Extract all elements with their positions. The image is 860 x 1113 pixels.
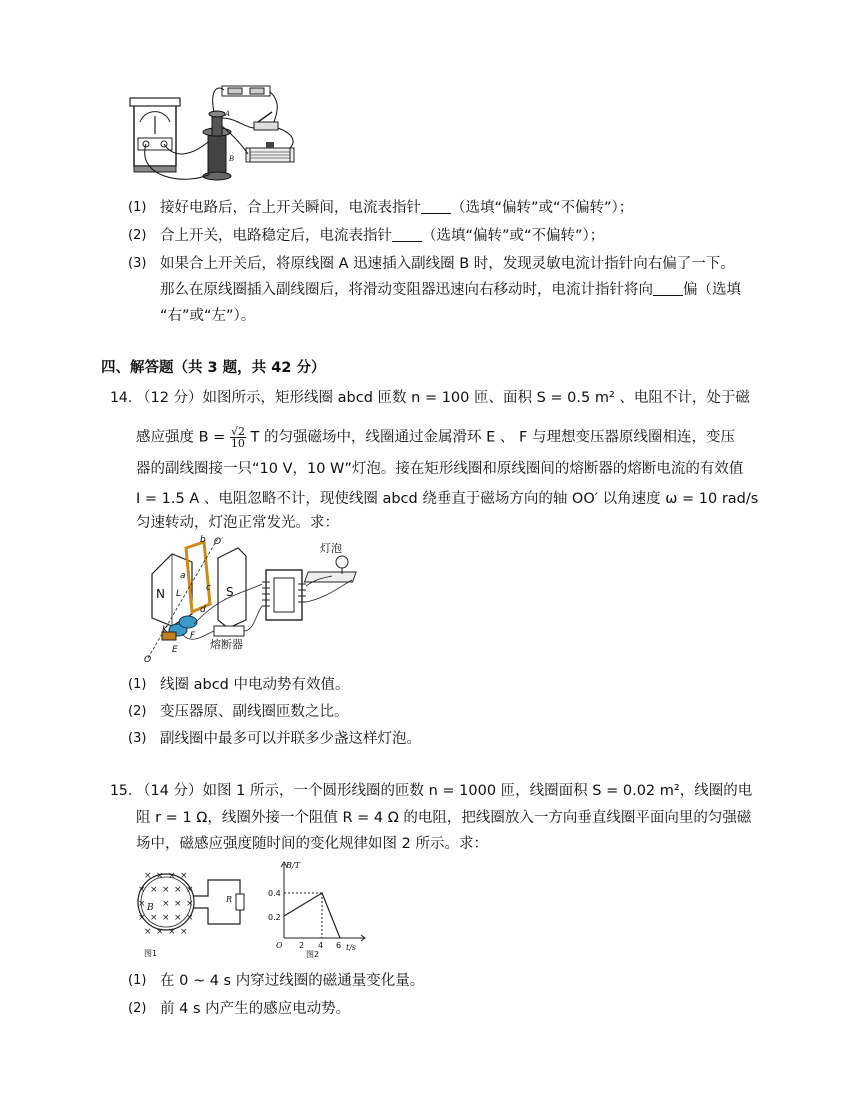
q14-item1-text: 线圈 abcd 中电动势有效值。 [160,677,350,693]
q14-item1-number: (1) [128,677,147,692]
q14-line5: 匀速转动，灯泡正常发光。求： [136,515,339,531]
svg-text:×: × [150,885,158,895]
q13-item3-line1: 如果合上开关后，将原线圈 A 迅速插入副线圈 B 时，发现灵敏电流计指针向右偏了一下。 [160,256,735,272]
q14-number: 14. [110,390,133,406]
q14-line2 [136,426,735,449]
q13-item1-answer-blank[interactable] [421,199,451,214]
q14-fuse-label: 熔断器 [210,638,243,651]
q14-fraction [230,426,246,449]
svg-text:×: × [162,913,170,923]
q15-number: 15. [110,783,133,799]
svg-text:×: × [138,899,146,909]
q15-fig2-ytick-1: 0.2 [268,913,281,922]
q15-item2-text: 前 4 s 内产生的感应电动势。 [160,1001,351,1017]
q15-fig2-xtick-2: 6 [336,941,342,950]
q13-item3-line2-before: 那么在原线圈插入副线圈后，将滑动变阻器迅速向右移动时，电流计指针将向 [160,282,653,298]
q14-line2-a: 感应强度 B = [136,429,226,446]
q15-fig1-caption: 图1 [144,949,158,958]
q15-figure2 [266,858,370,960]
q14-label-l: L [176,589,182,599]
q13-item2-answer-blank[interactable] [392,227,422,242]
svg-text:×: × [186,899,194,909]
q15-fig1-r-label: R [226,895,233,904]
q15-line3: 场中，磁感应强度随时间的变化规律如图 2 所示。求： [136,836,488,852]
q13-item3-line2 [160,280,741,300]
q15-figure1 [130,862,250,960]
q14-label-f: F [190,631,196,641]
q15-fig2-curve [284,893,340,938]
svg-text:×: × [180,927,188,937]
svg-text:×: × [156,871,164,881]
q14-item3-number: (3) [128,731,147,746]
q13-item3-number: (3) [128,256,147,271]
svg-text:×: × [186,885,194,895]
q15-item2-number: (2) [128,1001,147,1016]
svg-text:×: × [168,927,176,937]
svg-text:×: × [150,913,158,923]
q14-label-a: a [180,571,186,581]
q15-fig2-xtick-0: 2 [299,941,305,950]
q13-item2-text-after: （选填“偏转”或“不偏转”）； [422,228,605,244]
q14-line3: 器的副线圈接一只“10 V，10 W”灯泡。接在矩形线圈和原线圈间的熔断器的熔断电流的有效值 [136,461,744,477]
q15-fig2-origin: O [276,941,283,950]
svg-text:×: × [186,913,194,923]
q13-item3-answer-blank[interactable] [653,281,683,296]
q15-fig2-y-axis: B/T [286,861,300,870]
q15-line1: （14 分）如图 1 所示，一个圆形线圈的匝数 n = 1000 匝，线圈面积 S = 0.02 m²，线圈的电 [136,783,753,799]
q13-item1-text [160,198,633,218]
svg-text:×: × [138,885,146,895]
q15-line2: 阻 r = 1 Ω，线圈外接一个阻值 R = 4 Ω 的电阻，把线圈放入一方向垂直线圈平面向里的匀强磁 [136,810,752,826]
q14-label-c: c [206,583,211,593]
q14-label-e: E [172,645,178,655]
q14-item2-text: 变压器原、副线圈匝数之比。 [160,704,349,720]
q13-label-b: B [229,155,235,163]
q14-label-k: K [162,625,168,635]
svg-text:×: × [174,913,182,923]
svg-text:×: × [144,927,152,937]
q15-fig1-b-label: B [147,903,154,913]
svg-text:×: × [180,871,188,881]
q14-fraction-bottom: 10 [230,437,245,450]
q13-item1-text-after: （选填“偏转”或“不偏转”）； [451,200,634,216]
q14-label-n: N [156,587,165,601]
q14-item3-text: 副线圈中最多可以并联多少盏这样灯泡。 [160,731,421,747]
q13-label-a: A [225,110,231,118]
q13-item3-line2-after: 偏（选填 [683,282,741,298]
svg-text:×: × [138,913,146,923]
svg-text:×: × [156,927,164,937]
q13-item2-text [160,226,604,246]
q14-fraction-top: √2 [230,425,245,438]
q13-item2-number: (2) [128,228,147,243]
q13-item3-line3: “右”或“左”）。 [160,308,256,324]
q14-label-b: b [200,535,206,545]
q13-circuit-figure [126,82,302,186]
q14-line4: I = 1.5 A 、电阻忽略不计，现使线圈 abcd 绕垂直于磁场方向的轴 OO′ 以角速度 ω = 10 rad/s [136,491,759,507]
q14-label-o: O [144,655,152,664]
q14-lamp-label: 灯泡 [320,542,342,555]
q15-item1-number: (1) [128,973,147,988]
q14-line1: （12 分）如图所示，矩形线圈 abcd 匝数 n = 100 匝、面积 S = 0.5 m² 、电阻不计，处于磁 [136,390,750,406]
q14-generator-figure [142,534,378,664]
svg-text:×: × [162,899,170,909]
q14-label-d: d [200,605,206,615]
q14-item2-number: (2) [128,704,147,719]
q15-item1-text: 在 0 ~ 4 s 内穿过线圈的磁通量变化量。 [160,973,425,989]
svg-text:×: × [174,899,182,909]
svg-text:×: × [162,885,170,895]
q15-fig2-x-axis: t/s [346,943,357,952]
svg-text:×: × [144,871,152,881]
svg-text:×: × [168,871,176,881]
q14-label-o-prime: O′ [214,537,224,547]
q13-item1-number: (1) [128,200,147,215]
q15-fig2-caption: 图2 [306,950,320,959]
q13-item1-text-before: 接好电路后，合上开关瞬间，电流表指针 [160,200,421,216]
section-heading: 四、解答题（共 3 题，共 42 分） [101,360,326,376]
q14-label-s: S [226,585,234,599]
q15-fig2-ytick-0: 0.4 [268,889,281,898]
q13-item2-text-before: 合上开关，电路稳定后，电流表指针 [160,228,392,244]
q15-fig2-xtick-1: 4 [318,941,324,950]
q14-line2-b: T 的匀强磁场中，线圈通过金属滑环 E 、 F 与理想变压器原线圈相连，变压 [245,429,735,446]
svg-text:×: × [174,885,182,895]
